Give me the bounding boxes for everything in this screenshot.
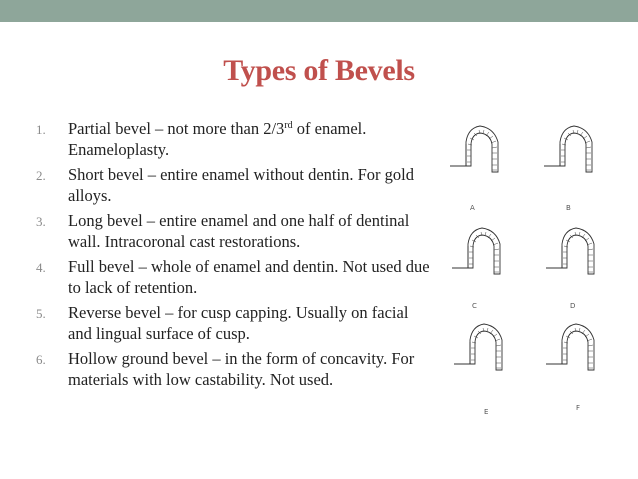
figure-label-e: E: [484, 408, 489, 416]
list-item-full-bevel: [36, 256, 436, 298]
bevel-diagram-d: [546, 228, 594, 274]
list-item-text: Full bevel – whole of enamel and dentin. Not used due to lack of retention.: [68, 257, 430, 297]
slide-title: Types of Bevels: [223, 54, 415, 87]
list-item-text: [68, 118, 436, 160]
top-accent-bar: [0, 0, 638, 22]
bevel-diagram-e: [454, 324, 502, 370]
text-part: of enamel. Enameloplasty.: [68, 119, 367, 159]
bevel-types-list: [36, 118, 436, 394]
list-item-hollow-ground-bevel: [36, 348, 436, 390]
figure-label-a: A: [470, 204, 475, 212]
figure-label-f: F: [576, 404, 581, 412]
list-number: 3.: [36, 214, 46, 229]
list-item-text: Hollow ground bevel – in the form of concavity. For materials with low castability. Not used.: [68, 349, 415, 389]
list-number: 1.: [36, 122, 46, 137]
superscript: rd: [284, 120, 293, 131]
bevel-diagram-f: [546, 324, 594, 370]
figure-label-b: B: [566, 204, 571, 212]
list-number: 2.: [36, 168, 46, 183]
bevel-diagram-a: [450, 126, 498, 172]
text-part: Partial bevel – not more than 2/3: [68, 119, 285, 138]
list-item-reverse-bevel: [36, 302, 436, 344]
list-item-short-bevel: [36, 164, 436, 206]
list-item-text: Short bevel – entire enamel without dentin. For gold alloys.: [68, 165, 414, 205]
list-number: 4.: [36, 260, 46, 275]
list-number: 5.: [36, 306, 46, 321]
bevel-diagram-c: [452, 228, 500, 274]
list-item-text: Long bevel – entire enamel and one half of dentinal wall. Intracoronal cast restorations.: [68, 211, 410, 251]
list-number: 6.: [36, 352, 46, 367]
list-item-long-bevel: [36, 210, 436, 252]
bevel-diagram-figure: [436, 118, 622, 436]
list-item-text: Reverse bevel – for cusp capping. Usually on facial and lingual surface of cusp.: [68, 303, 409, 343]
figure-label-c: C: [472, 302, 477, 310]
figure-label-d: D: [570, 302, 576, 310]
list-item-partial-bevel: [36, 118, 436, 160]
bevel-diagram-b: [544, 126, 592, 172]
